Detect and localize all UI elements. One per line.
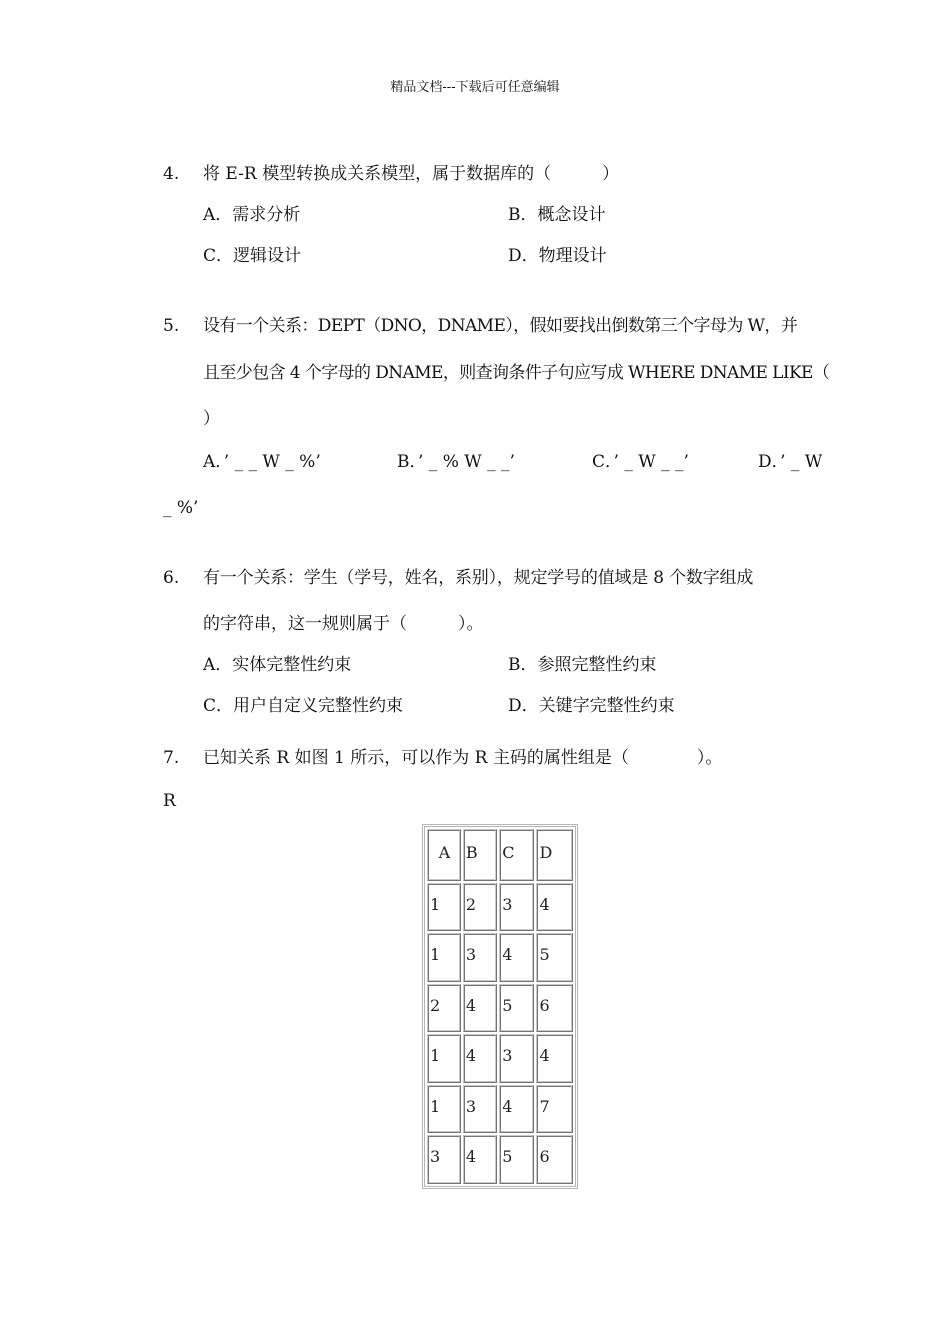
option-c: C．用户自定义完整性约束	[203, 696, 404, 716]
relation-table-frame	[422, 824, 578, 1189]
page-header: 精品文档---下载后可任意编辑	[390, 80, 560, 95]
option-d: D．关键字完整性约束	[508, 696, 675, 716]
table-row	[427, 883, 573, 932]
relation-table	[425, 827, 575, 1186]
table-cell: 5	[499, 1135, 534, 1184]
column-header: D	[536, 829, 573, 881]
table-cell: 1	[427, 1085, 461, 1134]
table-cell: 4	[536, 883, 573, 932]
table-cell: 5	[536, 933, 573, 982]
table-cell: 7	[536, 1085, 573, 1134]
option-d-continued: _ %’	[163, 498, 199, 518]
column-header: C	[499, 829, 534, 881]
table-cell: 6	[536, 984, 573, 1033]
table-cell: 4	[499, 1085, 534, 1134]
question-number: 5.	[163, 316, 180, 336]
table-cell: 4	[463, 984, 497, 1033]
option-d: D．’ _ W	[758, 452, 823, 472]
option-c: C．’ _ W _ _’	[592, 452, 689, 472]
table-cell: 4	[536, 1034, 573, 1083]
table-cell: 2	[463, 883, 497, 932]
table-cell: 3	[463, 1085, 497, 1134]
option-a: A．’ _ _ W _ %’	[203, 452, 321, 472]
question-text: 已知关系 R 如图 1 所示，可以作为 R 主码的属性组是（ ）。	[203, 748, 723, 768]
table-cell: 3	[499, 1034, 534, 1083]
option-a: A．实体完整性约束	[203, 655, 352, 675]
table-row	[427, 1085, 573, 1134]
table-cell: 1	[427, 883, 461, 932]
column-header: A	[427, 829, 461, 881]
table-row	[427, 933, 573, 982]
question-text-line-1: 设有一个关系：DEPT（DNO，DNAME），假如要找出倒数第三个字母为 W，并	[203, 316, 798, 336]
question-number: 7.	[163, 748, 180, 768]
question-text-line-2: 且至少包含 4 个字母的 DNAME，则查询条件子句应写成 WHERE DNAME LIKE（	[203, 363, 830, 383]
table-row	[427, 1135, 573, 1184]
table-cell: 4	[499, 933, 534, 982]
question-text-line-2: 的字符串，这一规则属于（ ）。	[203, 614, 484, 634]
table-header-row	[427, 829, 573, 881]
question-text: 将 E-R 模型转换成关系模型，属于数据库的（ ）	[203, 164, 620, 184]
option-d: D．物理设计	[508, 246, 607, 266]
table-cell: 3	[427, 1135, 461, 1184]
table-row	[427, 984, 573, 1033]
table-cell: 3	[499, 883, 534, 932]
column-header: B	[463, 829, 497, 881]
option-b: B．参照完整性约束	[508, 655, 657, 675]
question-text-line-3: ）	[203, 409, 220, 429]
option-c: C．逻辑设计	[203, 246, 302, 266]
table-cell: 4	[463, 1135, 497, 1184]
question-text-line-1: 有一个关系：学生（学号，姓名，系别），规定学号的值域是 8 个数字组成	[203, 568, 754, 588]
table-cell: 4	[463, 1034, 497, 1083]
table-cell: 3	[463, 933, 497, 982]
table-cell: 5	[499, 984, 534, 1033]
table-cell: 2	[427, 984, 461, 1033]
table-cell: 1	[427, 933, 461, 982]
relation-label: R	[163, 791, 176, 811]
table-cell: 6	[536, 1135, 573, 1184]
option-b: B．’ _ % W _ _’	[397, 452, 515, 472]
question-number: 6.	[163, 568, 180, 588]
question-number: 4.	[163, 164, 180, 184]
option-b: B．概念设计	[508, 205, 606, 225]
option-a: A．需求分析	[203, 205, 301, 225]
table-row	[427, 1034, 573, 1083]
table-cell: 1	[427, 1034, 461, 1083]
